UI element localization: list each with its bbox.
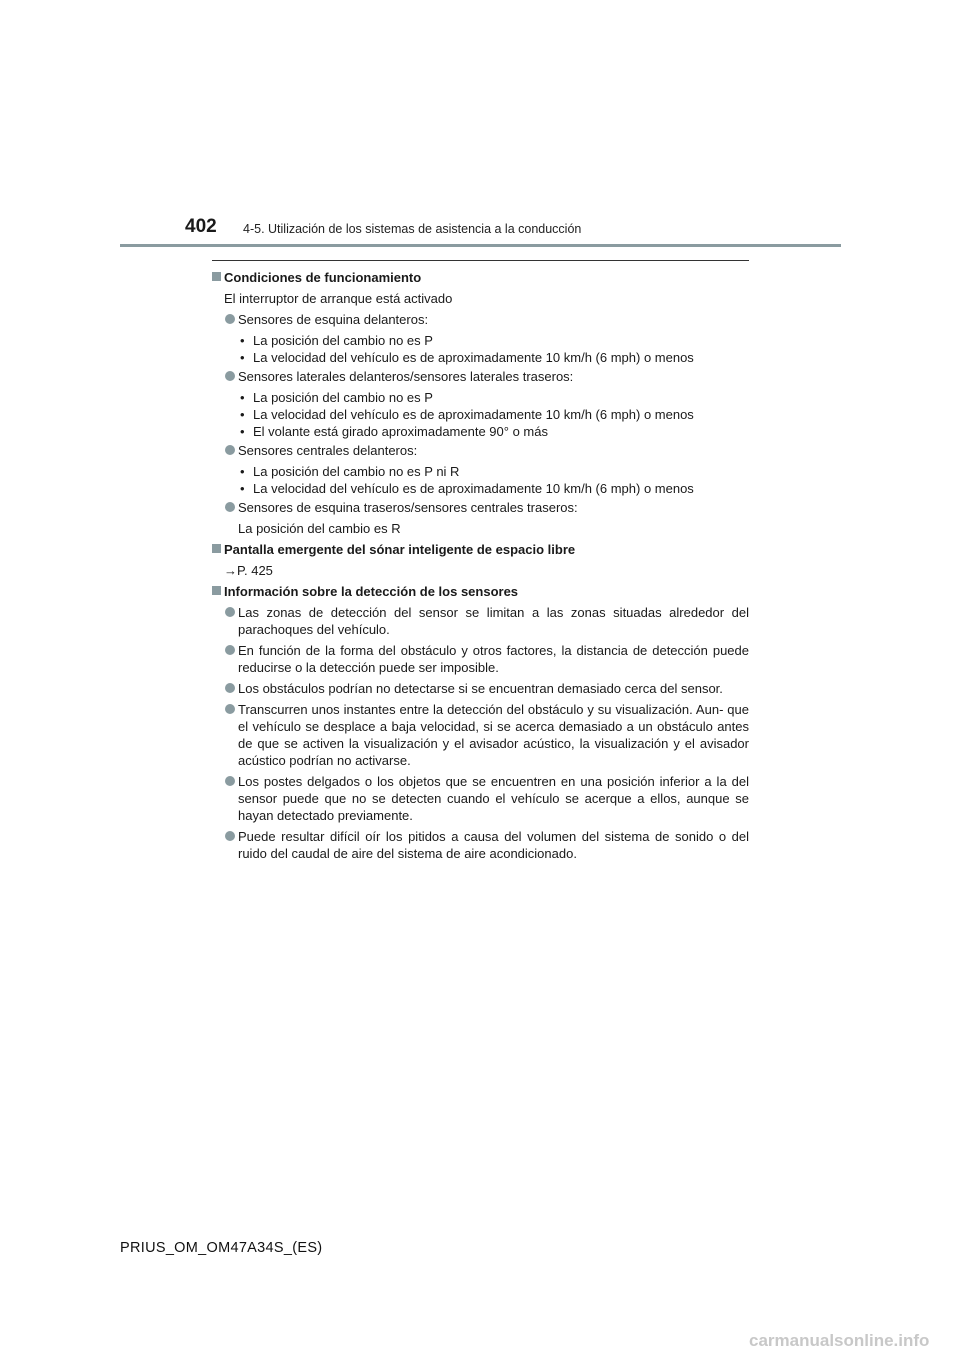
section-heading: [212, 541, 749, 558]
section-title: Información sobre la detección de los sensores: [224, 584, 519, 599]
circle-bullet-icon: [225, 831, 235, 841]
section-heading: [212, 583, 749, 600]
circle-bullet-icon: [225, 314, 235, 324]
sub-list: [212, 463, 749, 497]
list-item: [212, 701, 749, 769]
item-text: Puede resultar difícil oír los pitidos a causa del volumen del sistema de sonido o del ruido del caudal de aire del sistema de aire acondicionado.: [238, 829, 749, 861]
item-text: En función de la forma del obstáculo y otros factores, la distancia de detección puede reducirse o la detección puede ser imposible.: [238, 643, 749, 675]
square-bullet-icon: [212, 544, 221, 553]
item-label: Sensores laterales delanteros/sensores laterales traseros:: [238, 369, 574, 384]
sub-item: • La velocidad del vehículo es de aproximadamente 10 km/h (6 mph) o menos: [238, 406, 749, 423]
sub-item: • La posición del cambio no es P ni R: [238, 463, 749, 480]
page-number: 402: [185, 216, 217, 237]
paragraph: La posición del cambio es R: [238, 521, 401, 536]
sub-item: • El volante está girado aproximadamente 90° o más: [238, 423, 749, 440]
circle-bullet-icon: [225, 704, 235, 714]
page-reference: →P. 425: [224, 563, 273, 578]
list-item: [212, 604, 749, 638]
content: [212, 269, 749, 866]
circle-bullet-icon: [225, 683, 235, 693]
item-text: Las zonas de detección del sensor se limitan a las zonas situadas alrededor del parachoques del vehículo.: [238, 605, 749, 637]
chapter-title: 4-5. Utilización de los sistemas de asistencia a la conducción: [243, 222, 582, 236]
section-heading: [212, 269, 749, 286]
header-rule: [120, 244, 841, 247]
item-text: Los postes delgados o los objetos que se encuentren en una posición inferior a la del sensor puede que no se detecten cuando el vehículo se acerque a ellos, aunque se hayan detectado previamente.: [238, 774, 749, 823]
watermark: carmanualsonline.info: [749, 1331, 930, 1350]
list-item: [212, 773, 749, 824]
top-rule: [212, 260, 749, 261]
paragraph: El interruptor de arranque está activado: [224, 291, 453, 306]
list-item: [212, 642, 749, 676]
section-title: Condiciones de funcionamiento: [224, 270, 422, 285]
square-bullet-icon: [212, 586, 221, 595]
list-item: [212, 828, 749, 862]
sub-list: [212, 389, 749, 440]
document-id: PRIUS_OM_OM47A34S_(ES): [120, 1240, 323, 1256]
list-item: [212, 680, 749, 697]
circle-bullet-icon: [225, 371, 235, 381]
sub-item: • La posición del cambio no es P: [238, 332, 749, 349]
sub-item: • La velocidad del vehículo es de aproximadamente 10 km/h (6 mph) o menos: [238, 349, 749, 366]
item-text: Los obstáculos podrían no detectarse si se encuentran demasiado cerca del sensor.: [238, 681, 723, 696]
section-title: Pantalla emergente del sónar inteligente de espacio libre: [224, 542, 576, 557]
item-label: Sensores de esquina traseros/sensores centrales traseros:: [238, 500, 578, 515]
circle-bullet-icon: [225, 645, 235, 655]
sub-item: • La velocidad del vehículo es de aproximadamente 10 km/h (6 mph) o menos: [238, 480, 749, 497]
list-item: [212, 442, 749, 459]
circle-bullet-icon: [225, 776, 235, 786]
item-label: Sensores centrales delanteros:: [238, 443, 418, 458]
list-item: [212, 368, 749, 385]
list-item: [212, 499, 749, 516]
square-bullet-icon: [212, 272, 221, 281]
circle-bullet-icon: [225, 607, 235, 617]
item-label: Sensores de esquina delanteros:: [238, 312, 429, 327]
circle-bullet-icon: [225, 502, 235, 512]
sub-list: [212, 332, 749, 366]
item-text: Transcurren unos instantes entre la detección del obstáculo y su visualización. Aun- que el vehículo se desplace a baja velocidad, si se acerca demasiado a un obstáculo antes de que se activen la visualización y el avisador acústico, la visualización y el avisador acústico podrían no activarse.: [238, 702, 749, 768]
list-item: [212, 311, 749, 328]
circle-bullet-icon: [225, 445, 235, 455]
sub-item: • La posición del cambio no es P: [238, 389, 749, 406]
